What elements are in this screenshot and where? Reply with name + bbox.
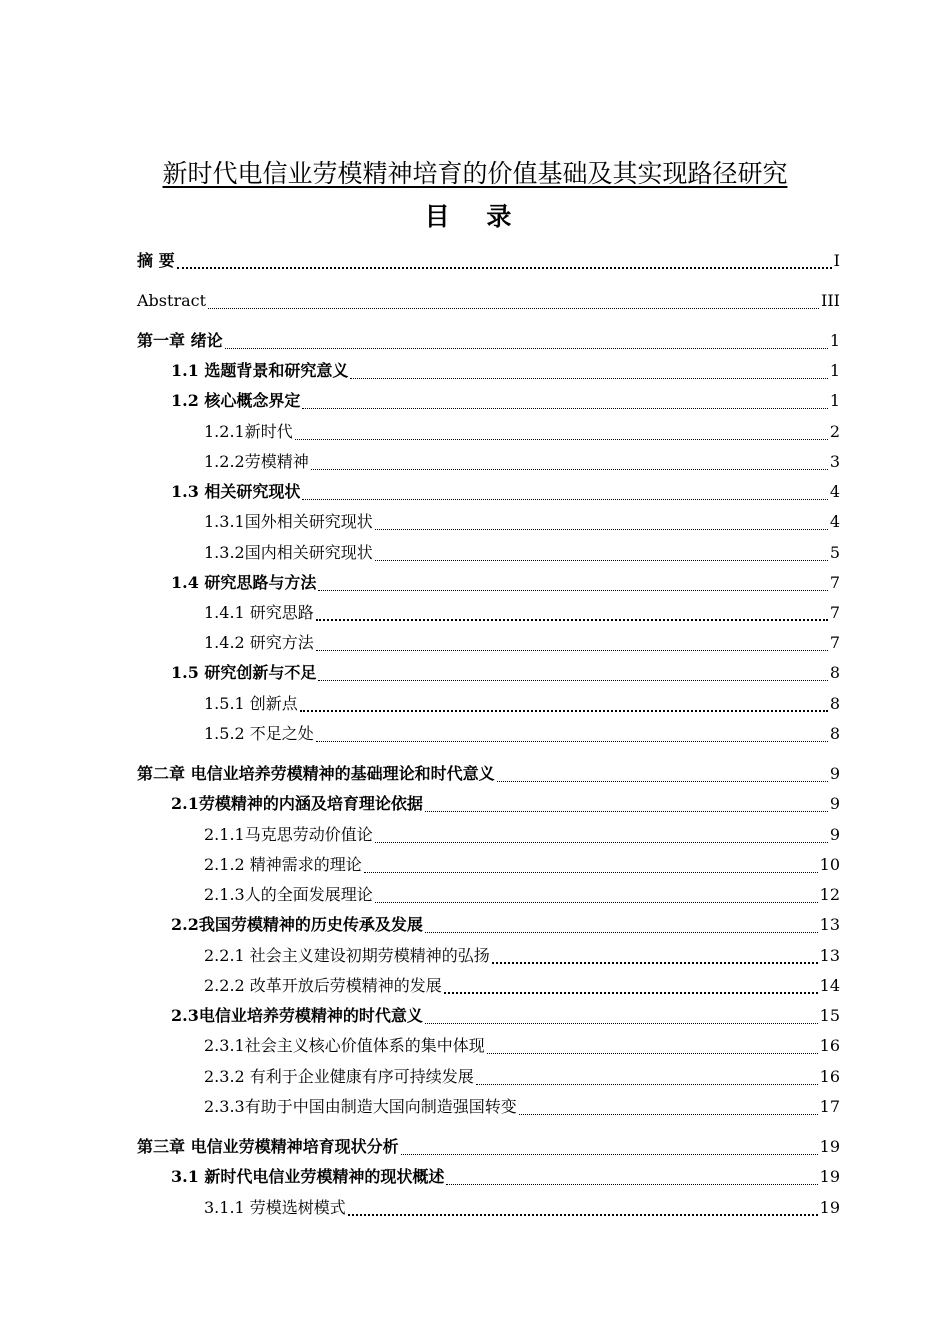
dot-leader (316, 727, 828, 745)
toc-entry-1-3-2[interactable]: 1.3.2国内相关研究现状 5 (204, 543, 840, 562)
dot-leader (364, 858, 818, 876)
toc-heading: 目 录 (424, 202, 526, 231)
toc-entry-2-3-1[interactable]: 2.3.1社会主义核心价值体系的集中体现 16 (204, 1036, 840, 1055)
toc-entry-1-2-1[interactable]: 1.2.1新时代 2 (204, 422, 840, 441)
toc-entry-2-2-2[interactable]: 2.2.2 改革开放后劳模精神的发展 14 (204, 976, 840, 995)
dot-leader (177, 254, 832, 272)
dot-leader (348, 1201, 818, 1219)
toc-entry-1-2[interactable]: 1.2 核心概念界定 1 (171, 391, 840, 410)
toc-entry-3-1-1[interactable]: 3.1.1 劳模选树模式 19 (204, 1198, 840, 1217)
toc-entry-1-5-2[interactable]: 1.5.2 不足之处 8 (204, 724, 840, 743)
toc-entry-chapter-1[interactable]: 第一章 绪论 1 (137, 331, 840, 350)
toc-entry-abstract-en[interactable]: Abstract III (137, 291, 840, 310)
dot-leader (375, 888, 818, 906)
toc-entry-1-4-1[interactable]: 1.4.1 研究思路 7 (204, 603, 840, 622)
dot-leader (300, 697, 828, 715)
dot-leader (487, 1039, 818, 1057)
dot-leader (316, 606, 828, 624)
dot-leader (401, 1140, 818, 1158)
toc-entry-1-4[interactable]: 1.4 研究思路与方法 7 (171, 573, 840, 592)
dot-leader (316, 636, 828, 654)
dot-leader (318, 576, 827, 594)
dot-leader (375, 515, 828, 533)
toc-entry-2-2-1[interactable]: 2.2.1 社会主义建设初期劳模精神的弘扬 13 (204, 946, 840, 965)
toc-entry-1-5[interactable]: 1.5 研究创新与不足 8 (171, 663, 840, 682)
dot-leader (208, 294, 819, 312)
toc-entry-1-5-1[interactable]: 1.5.1 创新点 8 (204, 694, 840, 713)
toc-entry-1-4-2[interactable]: 1.4.2 研究方法 7 (204, 633, 840, 652)
toc-entry-2-1[interactable]: 2.1劳模精神的内涵及培育理论依据 9 (171, 794, 840, 813)
dot-leader (375, 546, 828, 564)
dot-leader (444, 979, 818, 997)
dot-leader (302, 394, 827, 412)
dot-leader (425, 918, 818, 936)
toc-entry-1-3-1[interactable]: 1.3.1国外相关研究现状 4 (204, 512, 840, 531)
dot-leader (446, 1170, 817, 1188)
dot-leader (225, 334, 828, 352)
toc-entry-2-3[interactable]: 2.3电信业培养劳模精神的时代意义 15 (171, 1006, 840, 1025)
toc-entry-2-3-2[interactable]: 2.3.2 有利于企业健康有序可持续发展 16 (204, 1067, 840, 1086)
toc-entry-1-2-2[interactable]: 1.2.2劳模精神 3 (204, 452, 840, 471)
dot-leader (295, 425, 828, 443)
toc-entry-3-1[interactable]: 3.1 新时代电信业劳模精神的现状概述 19 (171, 1167, 840, 1186)
dot-leader (476, 1070, 818, 1088)
dot-leader (425, 1009, 818, 1027)
toc-entry-2-1-1[interactable]: 2.1.1马克思劳动价值论 9 (204, 825, 840, 844)
dot-leader (311, 455, 828, 473)
toc-entry-1-1[interactable]: 1.1 选题背景和研究意义 1 (171, 361, 840, 380)
dot-leader (350, 364, 827, 382)
document-title: 新时代电信业劳模精神培育的价值基础及其实现路径研究 (162, 159, 788, 188)
toc-entry-2-2[interactable]: 2.2我国劳模精神的历史传承及发展 13 (171, 915, 840, 934)
dot-leader (318, 666, 827, 684)
dot-leader (302, 485, 827, 503)
toc-entry-abstract-cn[interactable]: 摘 要 I (137, 251, 840, 270)
toc-entry-chapter-3[interactable]: 第三章 电信业劳模精神培育现状分析 19 (137, 1137, 840, 1156)
toc-entry-2-1-3[interactable]: 2.1.3人的全面发展理论 12 (204, 885, 840, 904)
toc-entry-2-1-2[interactable]: 2.1.2 精神需求的理论 10 (204, 855, 840, 874)
dot-leader (375, 828, 828, 846)
dot-leader (492, 949, 818, 967)
dot-leader (425, 797, 828, 815)
dot-leader (497, 767, 828, 785)
dot-leader (519, 1100, 818, 1118)
toc-entry-1-3[interactable]: 1.3 相关研究现状 4 (171, 482, 840, 501)
toc-entry-2-3-3[interactable]: 2.3.3有助于中国由制造大国向制造强国转变 17 (204, 1097, 840, 1116)
toc-entry-chapter-2[interactable]: 第二章 电信业培养劳模精神的基础理论和时代意义 9 (137, 764, 840, 783)
